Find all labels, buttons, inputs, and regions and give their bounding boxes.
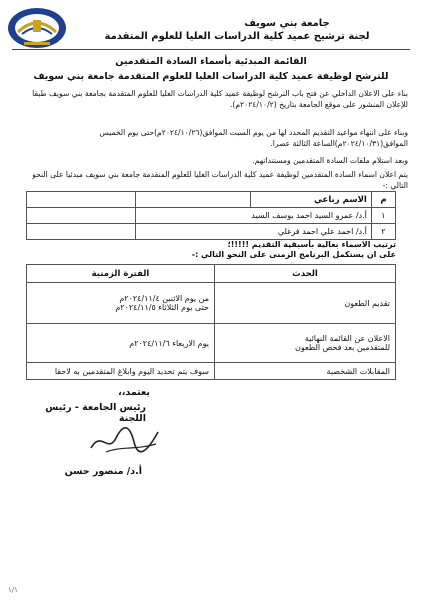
event-line: الاعلان عن القائمة النهائية — [304, 334, 390, 343]
table-row — [27, 224, 396, 240]
order-note: ترتيب الاسماء بعالية بأسبقية التقديم !!!!!؛ — [227, 240, 396, 249]
header-empty — [27, 192, 136, 208]
table-row — [27, 208, 396, 224]
paragraph-files-received: وبعد استلام ملفات السادة المتقدمين ومستنداتهم. — [252, 156, 408, 165]
paragraph-announcement: بناء على الاعلان الداخلي عن فتح باب الترشح لوظيفة عميد كلية الدراسات العليا للعلوم المتقدمة بجامعة بني سويف طبقا للإعلان المنشور على موقع الجامعة بتاريخ (٢٠٢٤/١٠/٢م). — [32, 89, 408, 110]
paragraph-list-intro: يتم اعلان اسماء السادة المتقدمين لوظيفة عميد كلية الدراسات العليا للعلوم المتقدمة جامعة بني سويف مبدئيا على النحو التالي :- — [32, 170, 408, 191]
document-subtitle: للترشح لوظيفة عميد كلية الدراسات العليا للعلوم المتقدمة جامعة بني سويف — [33, 71, 389, 82]
page-number: ١/١ — [8, 586, 18, 594]
paragraph-deadline: وبناء على انتهاء مواعيد التقديم المحدد لها من يوم السبت الموافق(٢٠٢٤/١٠/٢٦م)حتى يوم الخميس الموافق(٢٠٢٤/١٠/٣١م)الساعة الثالثة عصرا. — [99, 128, 408, 149]
event-cell: تقديم الطعون — [215, 283, 396, 324]
header-divider — [12, 49, 410, 50]
row-num: ٢ — [371, 224, 395, 240]
signer-title: رئيس الجامعة - رئيس اللجنة — [45, 402, 146, 424]
approval-label: يعتمد،، — [118, 387, 150, 398]
header-period: الفترة الزمنية — [27, 265, 215, 283]
university-name: جامعة بني سويف — [244, 18, 330, 29]
signer-name: أ.د/ منصور حسن — [64, 466, 142, 477]
applicant-name: أ.د/ احمد علي احمد فرغلي — [136, 224, 372, 240]
handwritten-signature — [86, 420, 166, 460]
period-cell — [27, 283, 215, 324]
period-line: من يوم الاثنين ٢٠٢٤/١١/٤م — [119, 294, 209, 303]
table-header-row — [27, 192, 396, 208]
period-cell: سوف يتم تحديد اليوم وابلاغ المتقدمين به لاحقا — [27, 363, 215, 380]
table-row — [27, 283, 396, 324]
table-row — [27, 363, 396, 380]
empty-cell — [27, 208, 136, 224]
table-row — [27, 324, 396, 363]
event-cell — [215, 324, 396, 363]
period-line: حتى يوم الثلاثاء ٢٠٢٤/١١/٥م — [115, 303, 209, 312]
header-name: الاسم رباعي — [251, 192, 372, 208]
schedule-intro: على ان يستكمل البرنامج الزمنى على النحو التالي :- — [191, 250, 396, 259]
document-title: القائمة المبدئية بأسماء السادة المتقدمين — [115, 56, 307, 67]
table-header-row — [27, 265, 396, 283]
header-num: م — [371, 192, 395, 208]
header-event: الحدث — [215, 265, 396, 283]
schedule-table — [26, 264, 396, 380]
committee-name: لجنة ترشيح عميد كلية الدراسات العليا للعلوم المتقدمة — [104, 31, 370, 42]
event-line: للمتقدمين بعد فحص الطعون — [295, 343, 390, 352]
university-logo — [6, 6, 68, 52]
header-empty — [136, 192, 251, 208]
applicants-table — [26, 191, 396, 240]
applicant-name: أ.د/ عمرو السيد احمد يوسف السيد — [136, 208, 372, 224]
period-cell: يوم الاربعاء ٢٠٢٤/١١/٦م — [27, 324, 215, 363]
empty-cell — [27, 224, 136, 240]
row-num: ١ — [371, 208, 395, 224]
event-cell: المقابلات الشخصية — [215, 363, 396, 380]
